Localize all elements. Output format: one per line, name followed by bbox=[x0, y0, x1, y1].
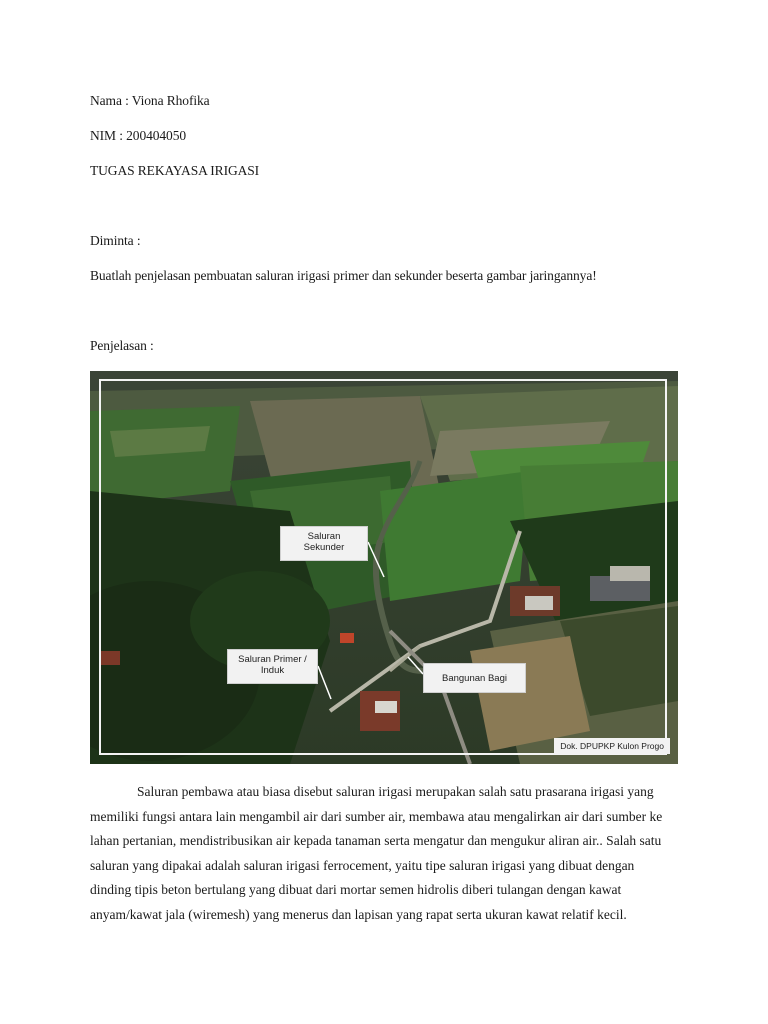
student-name: Nama : Viona Rhofika bbox=[90, 93, 210, 108]
student-nim: NIM : 200404050 bbox=[90, 128, 186, 143]
label-saluran-sekunder bbox=[280, 526, 368, 561]
paragraph-line: memiliki fungsi antara lain mengambil air dari sumber air, membawa atau mengalirkan air dari sumber ke bbox=[90, 808, 663, 824]
paragraph-line: Saluran pembawa atau biasa disebut saluran irigasi merupakan salah satu prasarana irigasi yang bbox=[137, 784, 654, 799]
label-primary-line1: Saluran Primer / bbox=[238, 654, 307, 665]
label-secondary-line1: Saluran bbox=[307, 531, 341, 542]
callout-lines bbox=[90, 371, 678, 764]
paragraph-line: lahan pertanian, mendistribusikan air kepada tanaman serta mengatur dan mengukur aliran air.. Salah satu bbox=[90, 833, 662, 848]
task-instruction: Buatlah penjelasan pembuatan saluran irigasi primer dan sekunder beserta gambar jaringannya! bbox=[90, 268, 597, 283]
irrigation-network-photo bbox=[90, 371, 678, 764]
paragraph-line: saluran yang dipakai adalah saluran irigasi ferrocement, yaitu tipe saluran irigasi yang dibuat dengan bbox=[90, 857, 635, 873]
assignment-title: TUGAS REKAYASA IRIGASI bbox=[90, 163, 260, 178]
paragraph-line: anyam/kawat jala (wiremesh) yang menerus dan lapisan yang rapat serta ukuran kawat relatif kecil. bbox=[90, 906, 627, 922]
label-divider-text: Bangunan Bagi bbox=[442, 673, 507, 684]
label-bangunan-bagi bbox=[423, 663, 526, 693]
explanation-heading: Penjelasan : bbox=[90, 338, 154, 353]
label-saluran-primer bbox=[227, 649, 318, 684]
label-primary-line2: Induk bbox=[260, 665, 285, 676]
explanation-paragraph bbox=[90, 780, 678, 927]
photo-credit: Dok. DPUPKP Kulon Progo bbox=[554, 738, 670, 754]
task-heading: Diminta : bbox=[90, 233, 141, 248]
paragraph-line: dinding tipis beton bertulang yang dibuat dari mortar semen hidrolis diberi tulangan dengan kawat bbox=[90, 882, 622, 897]
label-secondary-line2: Sekunder bbox=[303, 542, 345, 553]
